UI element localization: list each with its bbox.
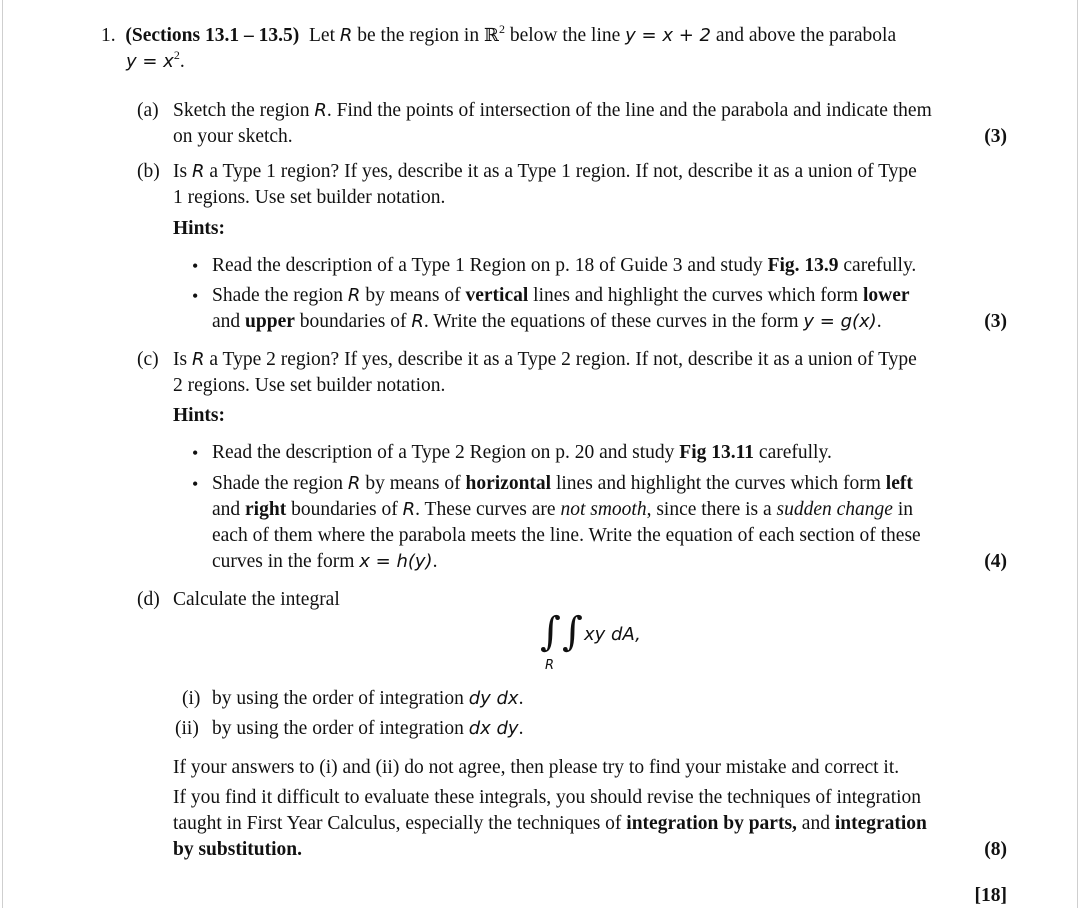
bullet-icon: •: [192, 474, 199, 494]
type1-form: y = g(x): [803, 311, 877, 332]
part-c-hint-2: Shade the region R by means of horizontal lines and highlight the curves which form left: [212, 473, 913, 494]
part-c-hint-1: Read the description of a Type 2 Region on p. 20 and study Fig 13.11 carefully.: [212, 442, 832, 463]
part-c-hints-label: Hints:: [173, 405, 226, 426]
line-equation: y = x + 2: [625, 25, 711, 46]
parabola-line: $y = x^2$.: [126, 48, 185, 72]
part-c-label: (c): [137, 349, 159, 370]
part-c-hint-2-line-3: each of them where the parabola meets the line. Write the equation of each section of these: [212, 525, 921, 546]
part-d-paragraph-2: If you find it difficult to evaluate these integrals, you should revise the techniques of integration: [173, 787, 922, 808]
part-d-line-1: Calculate the integral: [173, 589, 340, 610]
part-c-line-2: 2 regions. Use set builder notation.: [173, 375, 446, 396]
sections-reference: (Sections 13.1 – 13.5): [125, 25, 300, 46]
integral-sign-2: ∫: [562, 609, 583, 655]
part-c-points: (4): [984, 551, 1007, 572]
integrand: xy dA,: [584, 624, 641, 645]
part-b-hints-label: Hints:: [173, 218, 226, 239]
part-b-hint-2-cont: and upper boundaries of R. Write the equations of these curves in the form y = g(x).: [212, 311, 882, 332]
part-b-label: (b): [137, 161, 160, 182]
question-intro-line: 1. (Sections 13.1 – 13.5) Let R be the region in ℝ$^2$ below the line y = x + 2 and above the parabola: [101, 22, 897, 46]
part-c-hint-2-cont: and right boundaries of R. These curves are not smooth, since there is a sudden change in: [212, 499, 914, 520]
total-marks: [18]: [974, 885, 1007, 906]
region-subscript: R: [545, 658, 555, 673]
part-d-i: by using the order of integration dy dx.: [212, 688, 524, 709]
part-b-hint-1: Read the description of a Type 1 Region on p. 18 of Guide 3 and study Fig. 13.9 carefully.: [212, 255, 917, 276]
bullet-icon: •: [192, 256, 199, 276]
part-a-points: (3): [984, 126, 1007, 147]
part-d-points: (8): [984, 839, 1007, 860]
part-d-ii-label: (ii): [175, 718, 199, 739]
bullet-icon: •: [192, 443, 199, 463]
integral-sign-1: ∫: [540, 609, 561, 655]
part-c-line-1: Is R a Type 2 region? If yes, describe it as a Type 2 region. If not, describe it as a union of Type: [173, 349, 917, 370]
part-a-line-1: Sketch the region R. Find the points of intersection of the line and the parabola and indicate them: [173, 100, 932, 121]
part-b-line-2: 1 regions. Use set builder notation.: [173, 187, 446, 208]
part-d-paragraph-3: taught in First Year Calculus, especially the techniques of integration by parts, and integration: [173, 813, 927, 834]
part-d-ii: by using the order of integration dx dy.: [212, 718, 524, 739]
bullet-icon: •: [192, 286, 199, 306]
part-d-paragraph-4: by substitution.: [173, 839, 302, 860]
part-a-line-2: on your sketch.: [173, 126, 293, 147]
order-dydx: dy dx: [468, 688, 519, 709]
parabola-equation: y = x: [126, 51, 174, 72]
part-d-label: (d): [137, 589, 160, 610]
part-b-line-1: Is R a Type 1 region? If yes, describe it as a Type 1 region. If not, describe it as a union of Type: [173, 161, 917, 182]
part-a-label: (a): [137, 100, 159, 121]
part-d-paragraph-1: If your answers to (i) and (ii) do not agree, then please try to find your mistake and correct it.: [173, 757, 900, 778]
part-b-points: (3): [984, 311, 1007, 332]
part-b-hint-2: Shade the region R by means of vertical lines and highlight the curves which form lower: [212, 285, 910, 306]
type2-form: x = h(y): [359, 551, 433, 572]
question-number: 1.: [101, 25, 116, 46]
part-c-hint-2-line-4: curves in the form x = h(y).: [212, 551, 438, 572]
part-d-i-label: (i): [182, 688, 201, 709]
order-dxdy: dx dy: [468, 718, 519, 739]
